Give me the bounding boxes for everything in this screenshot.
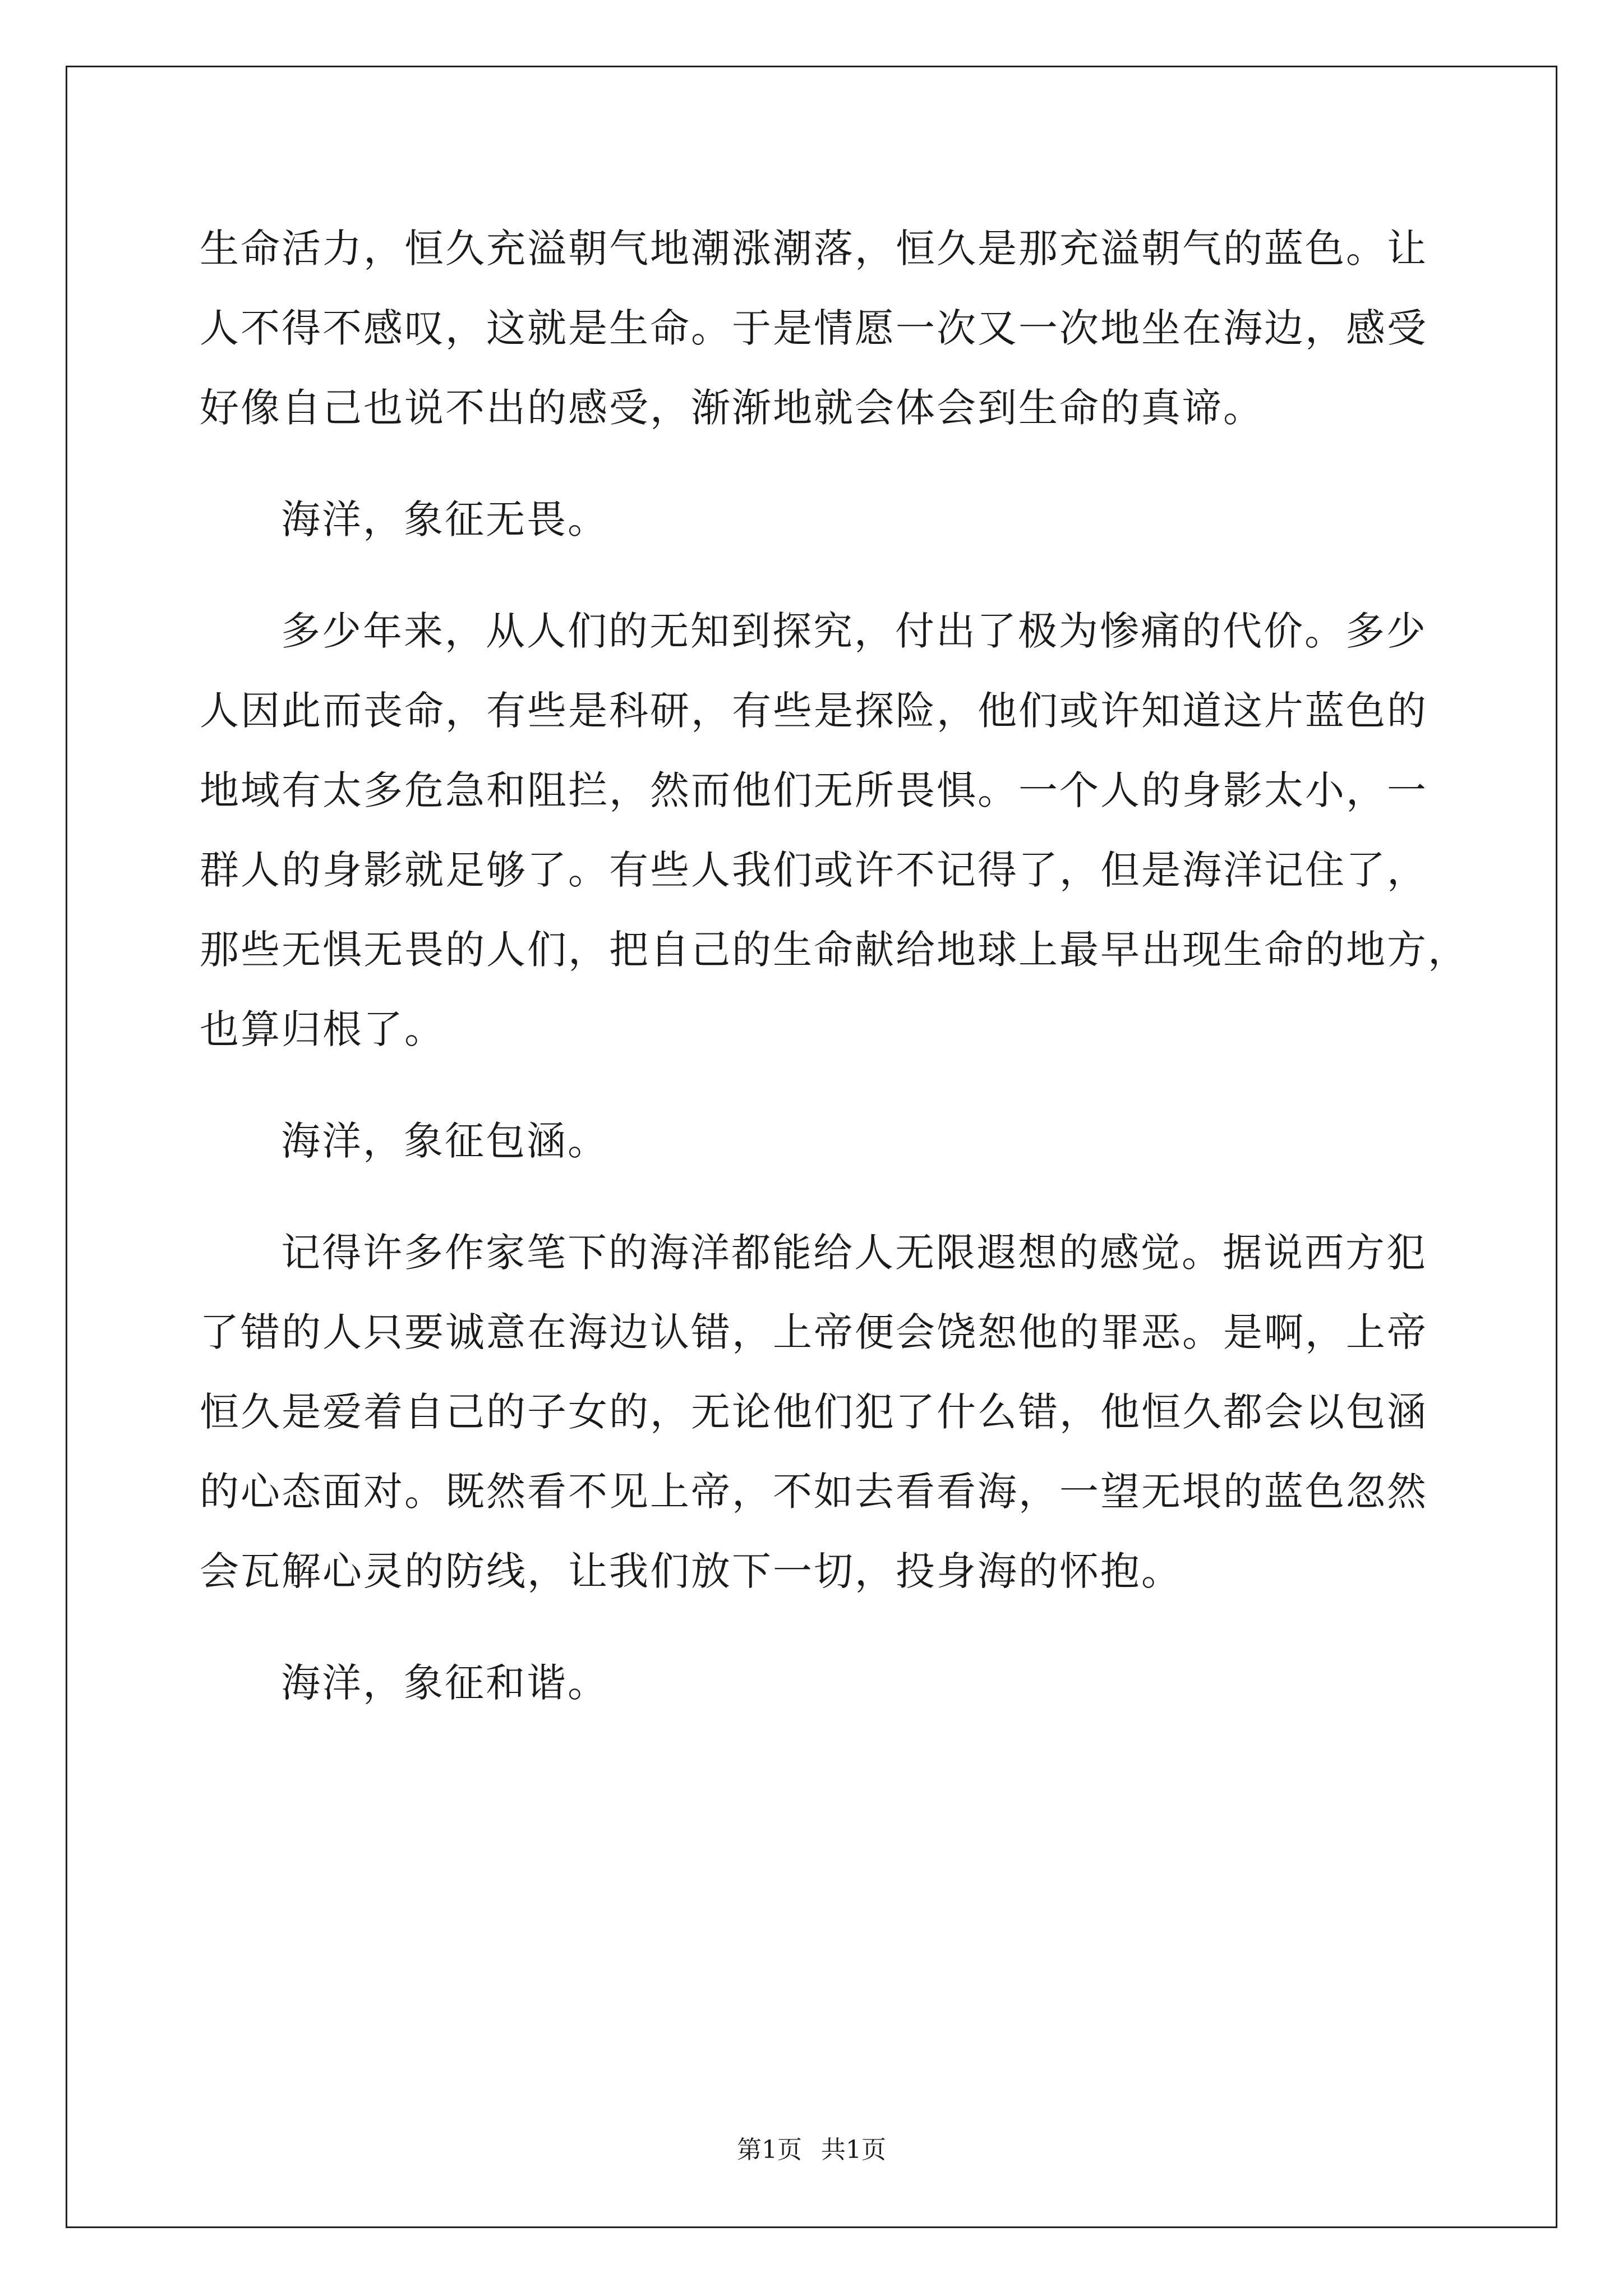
text-line: 地域有太多危急和阻拦，然而他们无所畏惧。一个人的身影太小，一 <box>200 767 1428 813</box>
text-line: 人因此而丧命，有些是科研，有些是探险，他们或许知道这片蓝色的 <box>200 688 1428 734</box>
text-line: 那些无惧无畏的人们，把自己的生命献给地球上最早出现生命的地方， <box>200 927 1469 973</box>
text-line: 记得许多作家笔下的海洋都能给人无限遐想的感觉。据说西方犯 <box>281 1230 1427 1276</box>
text-line: 也算归根了。 <box>200 1006 445 1052</box>
total-pages: 共1页 <box>821 2136 886 2164</box>
text-line: 恒久是爱着自己的子女的，无论他们犯了什么错，他恒久都会以包涵 <box>200 1389 1428 1435</box>
text-line: 了错的人只要诚意在海边认错，上帝便会饶恕他的罪恶。是啊，上帝 <box>200 1309 1428 1355</box>
section-heading-fearless: 海洋，象征无畏。 <box>281 496 608 542</box>
page-footer <box>0 2133 1623 2167</box>
page-number: 第1页 <box>737 2136 802 2164</box>
paragraph-1 <box>200 209 1433 448</box>
text-line: 好像自己也说不出的感受，渐渐地就会体会到生命的真谛。 <box>200 385 1264 431</box>
paragraph-2 <box>200 480 1433 559</box>
paragraph-5 <box>200 1213 1433 1611</box>
document-body <box>200 209 1469 1723</box>
text-line: 生命活力，恒久充溢朝气地潮涨潮落，恒久是那充溢朝气的蓝色。让 <box>200 226 1428 272</box>
text-line: 群人的身影就足够了。有些人我们或许不记得了，但是海洋记住了， <box>200 847 1428 893</box>
section-heading-tolerance: 海洋，象征包涵。 <box>281 1118 608 1164</box>
paragraph-3 <box>200 591 1469 1069</box>
section-heading-harmony: 海洋，象征和谐。 <box>281 1660 608 1706</box>
text-line: 人不得不感叹，这就是生命。于是情愿一次又一次地坐在海边，感受 <box>200 305 1428 351</box>
text-line: 多少年来，从人们的无知到探究，付出了极为惨痛的代价。多少 <box>281 608 1427 654</box>
paragraph-4 <box>200 1101 1433 1181</box>
text-line: 的心态面对。既然看不见上帝，不如去看看海，一望无垠的蓝色忽然 <box>200 1469 1428 1515</box>
paragraph-6 <box>200 1643 1433 1723</box>
text-line: 会瓦解心灵的防线，让我们放下一切，投身海的怀抱。 <box>200 1548 1182 1594</box>
